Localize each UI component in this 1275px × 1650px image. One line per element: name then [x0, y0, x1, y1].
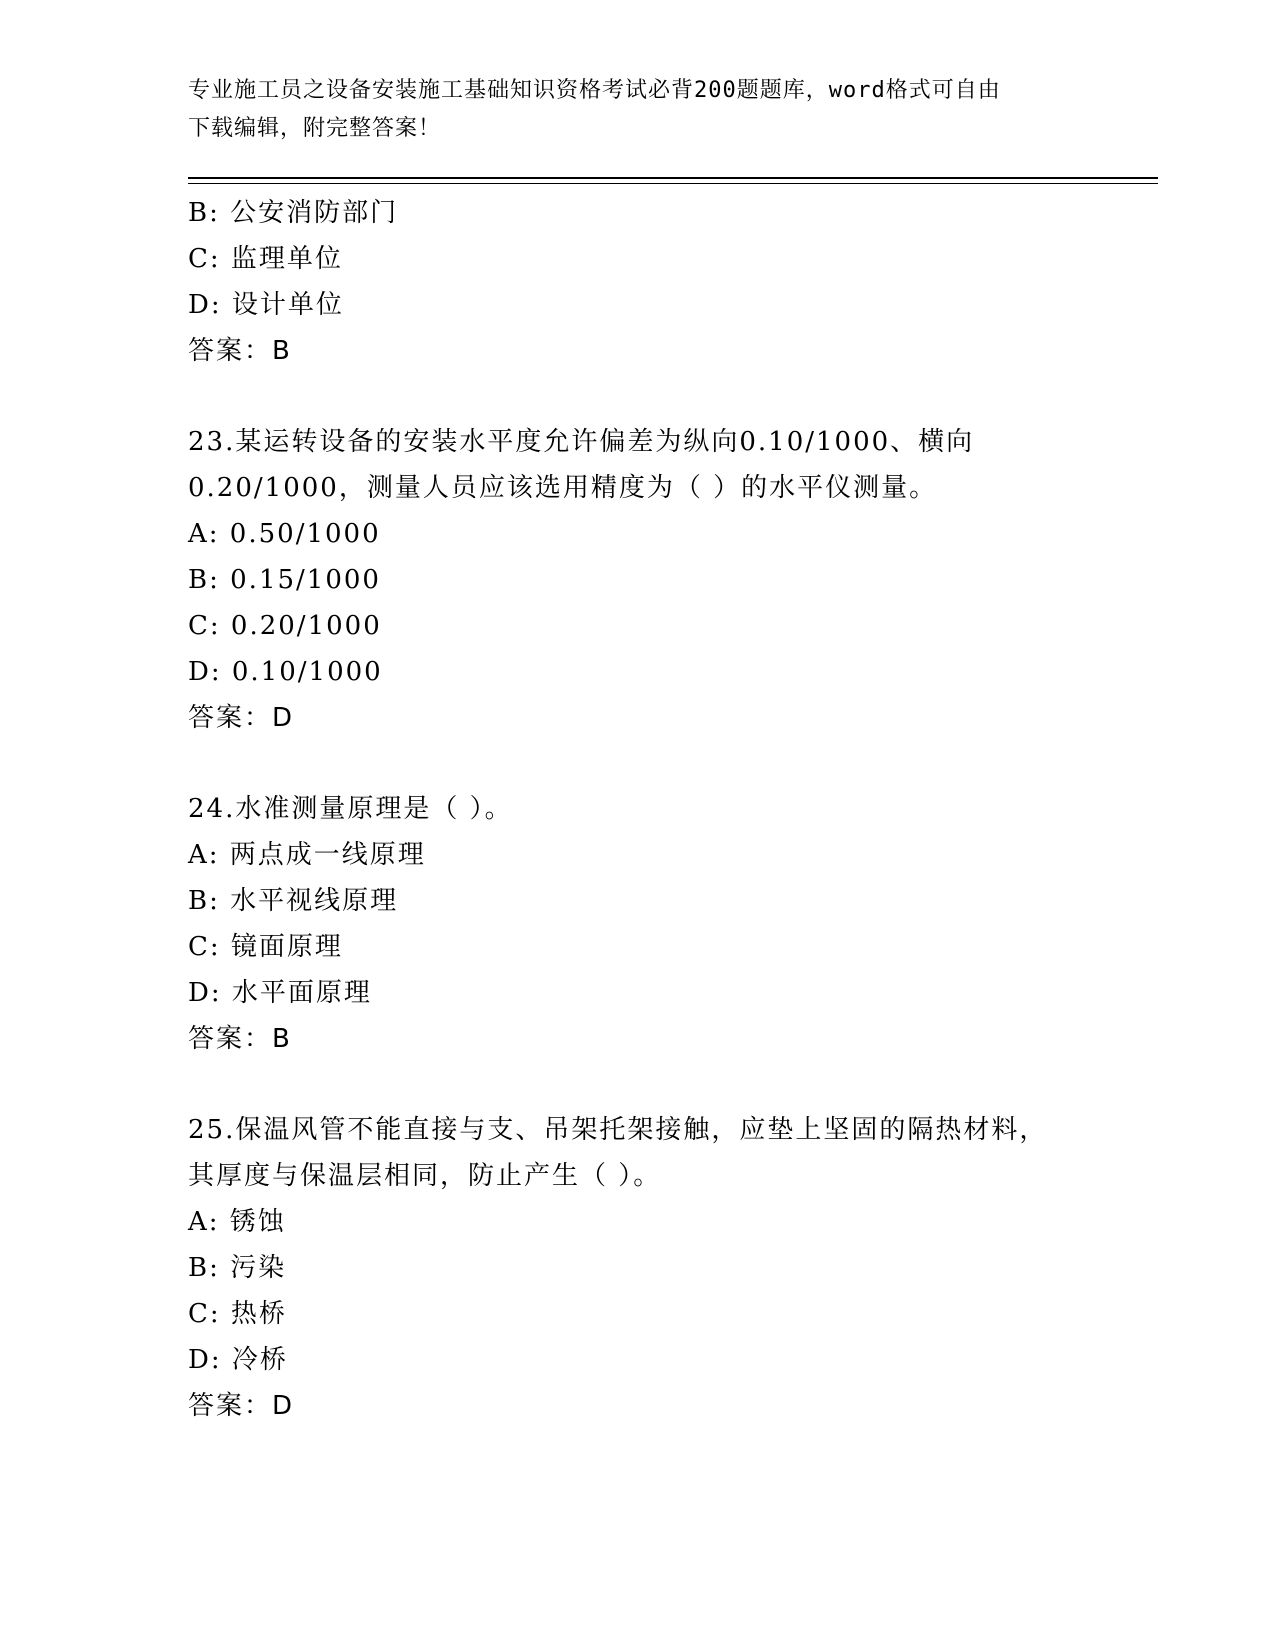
header-rule-top	[188, 177, 1158, 179]
option-c: C: 监理单位	[188, 244, 343, 274]
question-23	[188, 419, 1088, 741]
question-stem: 其厚度与保温层相同，防止产生（ ）。	[188, 1161, 662, 1191]
question-24	[188, 786, 1088, 1062]
header-line-1: 专业施工员之设备安装施工基础知识资格考试必背200题题库，word格式可自由	[188, 78, 1001, 103]
option-b: B: 污染	[188, 1253, 287, 1283]
question-stem: 0.20/1000，测量人员应该选用精度为（ ）的水平仪测量。	[188, 473, 938, 503]
option-a: A: 锈蚀	[188, 1207, 286, 1237]
header-line-2: 下载编辑，附完整答案！	[188, 116, 442, 141]
option-d: D: 设计单位	[188, 290, 344, 320]
question-stem: 25.保温风管不能直接与支、吊架托架接触，应垫上坚固的隔热材料，	[188, 1115, 1048, 1145]
answer-line: 答案：B	[188, 1024, 292, 1054]
option-a: A: 0.50/1000	[188, 519, 381, 549]
option-a: A: 两点成一线原理	[188, 840, 426, 870]
question-continuation	[188, 190, 1088, 374]
header-rule-bottom	[188, 183, 1158, 184]
option-d: D: 0.10/1000	[188, 657, 383, 687]
answer-line: 答案：B	[188, 336, 292, 366]
option-b: B: 水平视线原理	[188, 886, 399, 916]
option-b: B: 0.15/1000	[188, 565, 381, 595]
option-c: C: 热桥	[188, 1299, 287, 1329]
option-b: B: 公安消防部门	[188, 198, 399, 228]
question-25	[188, 1107, 1088, 1429]
option-c: C: 镜面原理	[188, 932, 343, 962]
question-stem: 24.水准测量原理是（ ）。	[188, 794, 513, 824]
option-c: C: 0.20/1000	[188, 611, 382, 641]
option-d: D: 冷桥	[188, 1345, 288, 1375]
answer-line: 答案：D	[188, 1391, 295, 1421]
option-d: D: 水平面原理	[188, 978, 372, 1008]
question-stem: 23.某运转设备的安装水平度允许偏差为纵向0.10/1000、横向	[188, 427, 975, 457]
document-header	[188, 72, 1088, 148]
answer-line: 答案：D	[188, 703, 295, 733]
document-body	[188, 190, 1088, 1429]
